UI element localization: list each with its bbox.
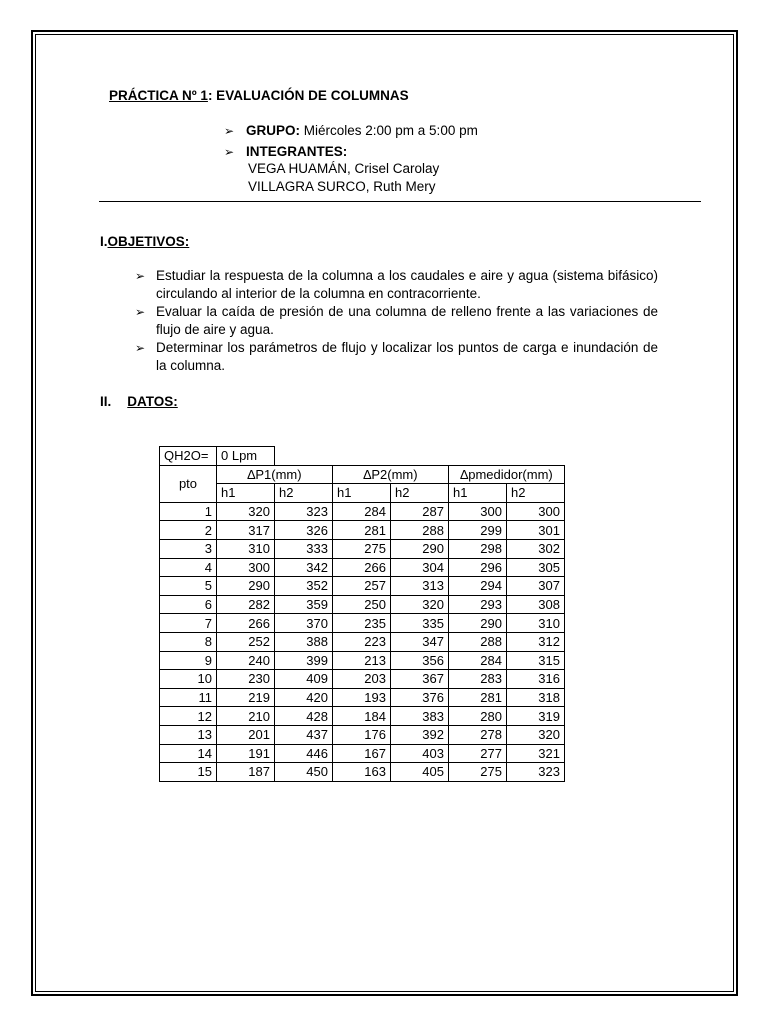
value-cell: 187 — [217, 763, 275, 782]
pto-cell: 1 — [160, 502, 217, 521]
value-cell: 450 — [275, 763, 333, 782]
sub-header: h1 — [333, 484, 391, 503]
table-row — [160, 521, 565, 540]
value-cell: 347 — [391, 632, 449, 651]
grupo-label: GRUPO: — [246, 123, 300, 138]
value-cell: 320 — [391, 595, 449, 614]
arrow-bullet-icon: ➢ — [135, 341, 146, 355]
value-cell: 420 — [275, 688, 333, 707]
value-cell: 342 — [275, 558, 333, 577]
value-cell: 446 — [275, 744, 333, 763]
value-cell: 257 — [333, 577, 391, 596]
value-cell: 300 — [449, 502, 507, 521]
value-cell: 318 — [507, 688, 565, 707]
value-cell: 193 — [333, 688, 391, 707]
value-cell: 367 — [391, 670, 449, 689]
sub-header: h2 — [391, 484, 449, 503]
value-cell: 278 — [449, 725, 507, 744]
value-cell: 288 — [391, 521, 449, 540]
objective-text: Evaluar la caída de presión de una columna de relleno frente a las variaciones de flujo de aire y agua. — [156, 304, 658, 337]
value-cell: 300 — [507, 502, 565, 521]
value-cell: 317 — [217, 521, 275, 540]
arrow-bullet-icon: ➢ — [135, 305, 146, 319]
integrante-1: VEGA HUAMÁN, Crisel Carolay — [248, 161, 440, 176]
value-cell: 392 — [391, 725, 449, 744]
table-row — [160, 670, 565, 689]
value-cell: 296 — [449, 558, 507, 577]
pto-cell: 7 — [160, 614, 217, 633]
value-cell: 299 — [449, 521, 507, 540]
practice-name: : EVALUACIÓN DE COLUMNAS — [207, 88, 409, 103]
arrow-bullet-icon: ➢ — [224, 124, 235, 138]
value-cell: 356 — [391, 651, 449, 670]
table-row — [160, 632, 565, 651]
value-cell: 223 — [333, 632, 391, 651]
table-row — [160, 558, 565, 577]
objective-text: Determinar los parámetros de flujo y localizar los puntos de carga e inundación de la columna. — [156, 340, 658, 373]
pto-cell: 13 — [160, 725, 217, 744]
value-cell: 219 — [217, 688, 275, 707]
objective-text: Estudiar la respuesta de la columna a los caudales e aire y agua (sistema bifásico) circulando al interior de la columna en contracorriente. — [156, 268, 658, 301]
value-cell: 405 — [391, 763, 449, 782]
header-divider — [99, 201, 701, 202]
value-cell: 376 — [391, 688, 449, 707]
integrante-2: VILLAGRA SURCO, Ruth Mery — [248, 179, 436, 194]
value-cell: 298 — [449, 539, 507, 558]
table-row — [160, 502, 565, 521]
table-row — [160, 763, 565, 782]
group-header: ∆P1(mm) — [217, 465, 333, 484]
value-cell: 277 — [449, 744, 507, 763]
pto-cell: 3 — [160, 539, 217, 558]
data-table — [159, 446, 565, 782]
value-cell: 320 — [507, 725, 565, 744]
sub-header: h1 — [217, 484, 275, 503]
integrantes-label: INTEGRANTES: — [246, 144, 348, 159]
group-header: ∆P2(mm) — [333, 465, 449, 484]
value-cell: 428 — [275, 707, 333, 726]
pto-cell: 10 — [160, 670, 217, 689]
q-value: 0 Lpm — [217, 447, 275, 466]
section-number: II. — [100, 394, 112, 409]
value-cell: 307 — [507, 577, 565, 596]
value-cell: 163 — [333, 763, 391, 782]
value-cell: 323 — [507, 763, 565, 782]
pto-cell: 2 — [160, 521, 217, 540]
value-cell: 315 — [507, 651, 565, 670]
section-datos-heading — [100, 393, 178, 410]
arrow-bullet-icon: ➢ — [224, 145, 235, 159]
value-cell: 235 — [333, 614, 391, 633]
value-cell: 320 — [217, 502, 275, 521]
sub-header: h2 — [507, 484, 565, 503]
value-cell: 275 — [333, 539, 391, 558]
value-cell: 319 — [507, 707, 565, 726]
value-cell: 176 — [333, 725, 391, 744]
pto-cell: 8 — [160, 632, 217, 651]
table-row — [160, 539, 565, 558]
value-cell: 333 — [275, 539, 333, 558]
sub-header: h1 — [449, 484, 507, 503]
table-row — [160, 577, 565, 596]
value-cell: 335 — [391, 614, 449, 633]
value-cell: 280 — [449, 707, 507, 726]
value-cell: 230 — [217, 670, 275, 689]
value-cell: 313 — [391, 577, 449, 596]
value-cell: 399 — [275, 651, 333, 670]
pto-header: pto — [160, 465, 217, 502]
value-cell: 316 — [507, 670, 565, 689]
value-cell: 326 — [275, 521, 333, 540]
value-cell: 282 — [217, 595, 275, 614]
value-cell: 288 — [449, 632, 507, 651]
sub-header: h2 — [275, 484, 333, 503]
group-header: ∆pmedidor(mm) — [449, 465, 565, 484]
value-cell: 388 — [275, 632, 333, 651]
value-cell: 240 — [217, 651, 275, 670]
integrantes-line — [224, 143, 347, 161]
pto-cell: 6 — [160, 595, 217, 614]
practice-number: PRÁCTICA Nº 1 — [109, 88, 208, 103]
value-cell: 323 — [275, 502, 333, 521]
table-row — [160, 707, 565, 726]
value-cell: 321 — [507, 744, 565, 763]
value-cell: 213 — [333, 651, 391, 670]
group-header-row — [160, 465, 565, 484]
value-cell: 312 — [507, 632, 565, 651]
value-cell: 210 — [217, 707, 275, 726]
table-row — [160, 725, 565, 744]
value-cell: 266 — [333, 558, 391, 577]
pto-cell: 9 — [160, 651, 217, 670]
value-cell: 266 — [217, 614, 275, 633]
value-cell: 403 — [391, 744, 449, 763]
table-row — [160, 688, 565, 707]
value-cell: 300 — [217, 558, 275, 577]
table-row — [160, 651, 565, 670]
value-cell: 293 — [449, 595, 507, 614]
grupo-value: Miércoles 2:00 pm a 5:00 pm — [300, 123, 478, 138]
value-cell: 191 — [217, 744, 275, 763]
pto-cell: 5 — [160, 577, 217, 596]
value-cell: 281 — [333, 521, 391, 540]
value-cell: 352 — [275, 577, 333, 596]
objective-item-1 — [135, 267, 658, 303]
value-cell: 275 — [449, 763, 507, 782]
table-row — [160, 614, 565, 633]
value-cell: 252 — [217, 632, 275, 651]
value-cell: 437 — [275, 725, 333, 744]
section-title: OBJETIVOS: — [107, 234, 190, 249]
value-cell: 294 — [449, 577, 507, 596]
value-cell: 184 — [333, 707, 391, 726]
value-cell: 310 — [217, 539, 275, 558]
value-cell: 290 — [391, 539, 449, 558]
flow-row — [160, 447, 565, 466]
value-cell: 250 — [333, 595, 391, 614]
pto-cell: 14 — [160, 744, 217, 763]
value-cell: 290 — [449, 614, 507, 633]
value-cell: 305 — [507, 558, 565, 577]
objective-item-3 — [135, 339, 658, 375]
value-cell: 201 — [217, 725, 275, 744]
value-cell: 167 — [333, 744, 391, 763]
arrow-bullet-icon: ➢ — [135, 269, 146, 283]
value-cell: 310 — [507, 614, 565, 633]
value-cell: 359 — [275, 595, 333, 614]
value-cell: 301 — [507, 521, 565, 540]
value-cell: 283 — [449, 670, 507, 689]
value-cell: 304 — [391, 558, 449, 577]
section-title: DATOS: — [127, 394, 178, 409]
pto-cell: 12 — [160, 707, 217, 726]
value-cell: 370 — [275, 614, 333, 633]
value-cell: 284 — [449, 651, 507, 670]
pto-cell: 11 — [160, 688, 217, 707]
objective-item-2 — [135, 303, 658, 339]
value-cell: 203 — [333, 670, 391, 689]
value-cell: 302 — [507, 539, 565, 558]
q-label: QH2O= — [160, 447, 217, 466]
value-cell: 308 — [507, 595, 565, 614]
value-cell: 290 — [217, 577, 275, 596]
section-objetivos-heading — [100, 233, 189, 250]
table-row — [160, 744, 565, 763]
pto-cell: 15 — [160, 763, 217, 782]
table-row — [160, 595, 565, 614]
value-cell: 409 — [275, 670, 333, 689]
value-cell: 383 — [391, 707, 449, 726]
grupo-line — [224, 122, 478, 140]
pto-cell: 4 — [160, 558, 217, 577]
value-cell: 284 — [333, 502, 391, 521]
value-cell: 281 — [449, 688, 507, 707]
value-cell: 287 — [391, 502, 449, 521]
practice-title — [109, 87, 409, 104]
section-number: I. — [100, 234, 108, 249]
sub-header-row — [160, 484, 565, 503]
